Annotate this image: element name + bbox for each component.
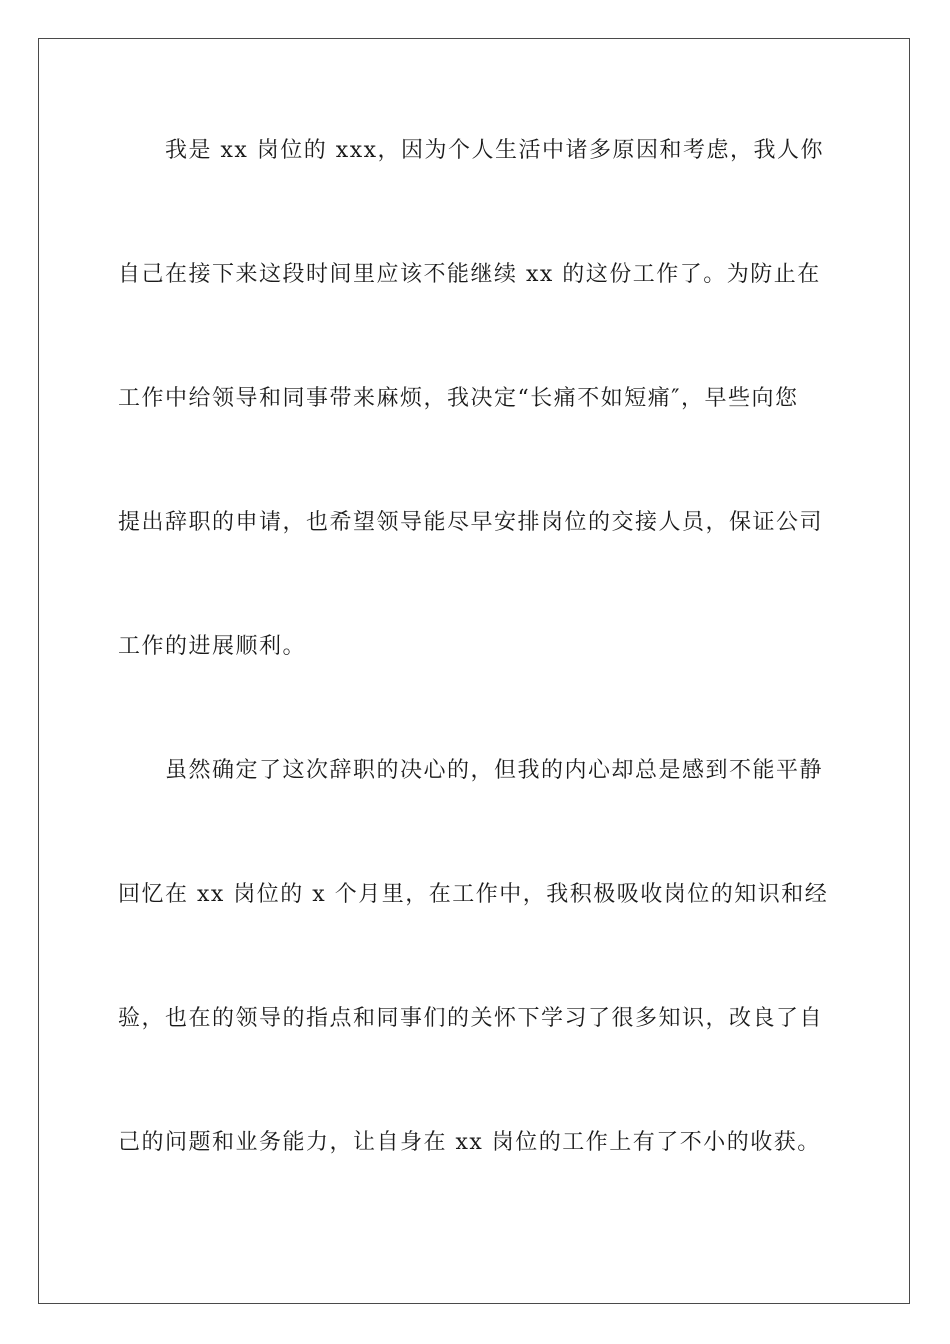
paragraph-1-line-4: 提出辞职的申请，也希望领导能尽早安排岗位的交接人员，保证公司	[118, 510, 824, 535]
paragraph-1-line-2: 自己在接下来这段时间里应该不能继续 xx 的这份工作了。为防止在	[118, 262, 821, 287]
paragraph-2-line-3: 验，也在的领导的指点和同事们的关怀下学习了很多知识，改良了自	[118, 1006, 824, 1031]
page-border	[38, 38, 910, 1304]
paragraph-1-line-3: 工作中给领导和同事带来麻烦，我决定“长痛不如短痛″，早些向您	[118, 386, 799, 411]
paragraph-2-line-4: 己的问题和业务能力，让自身在 xx 岗位的工作上有了不小的收获。	[118, 1130, 821, 1155]
paragraph-1-line-1: 我是 xx 岗位的 xxx，因为个人生活中诸多原因和考虑，我人你	[165, 138, 825, 163]
paragraph-2-line-2: 回忆在 xx 岗位的 x 个月里，在工作中，我积极吸收岗位的知识和经	[118, 882, 829, 907]
paragraph-2-line-1: 虽然确定了这次辞职的决心的，但我的内心却总是感到不能平静	[165, 758, 824, 783]
paragraph-1-line-5: 工作的进展顺利。	[118, 634, 307, 659]
